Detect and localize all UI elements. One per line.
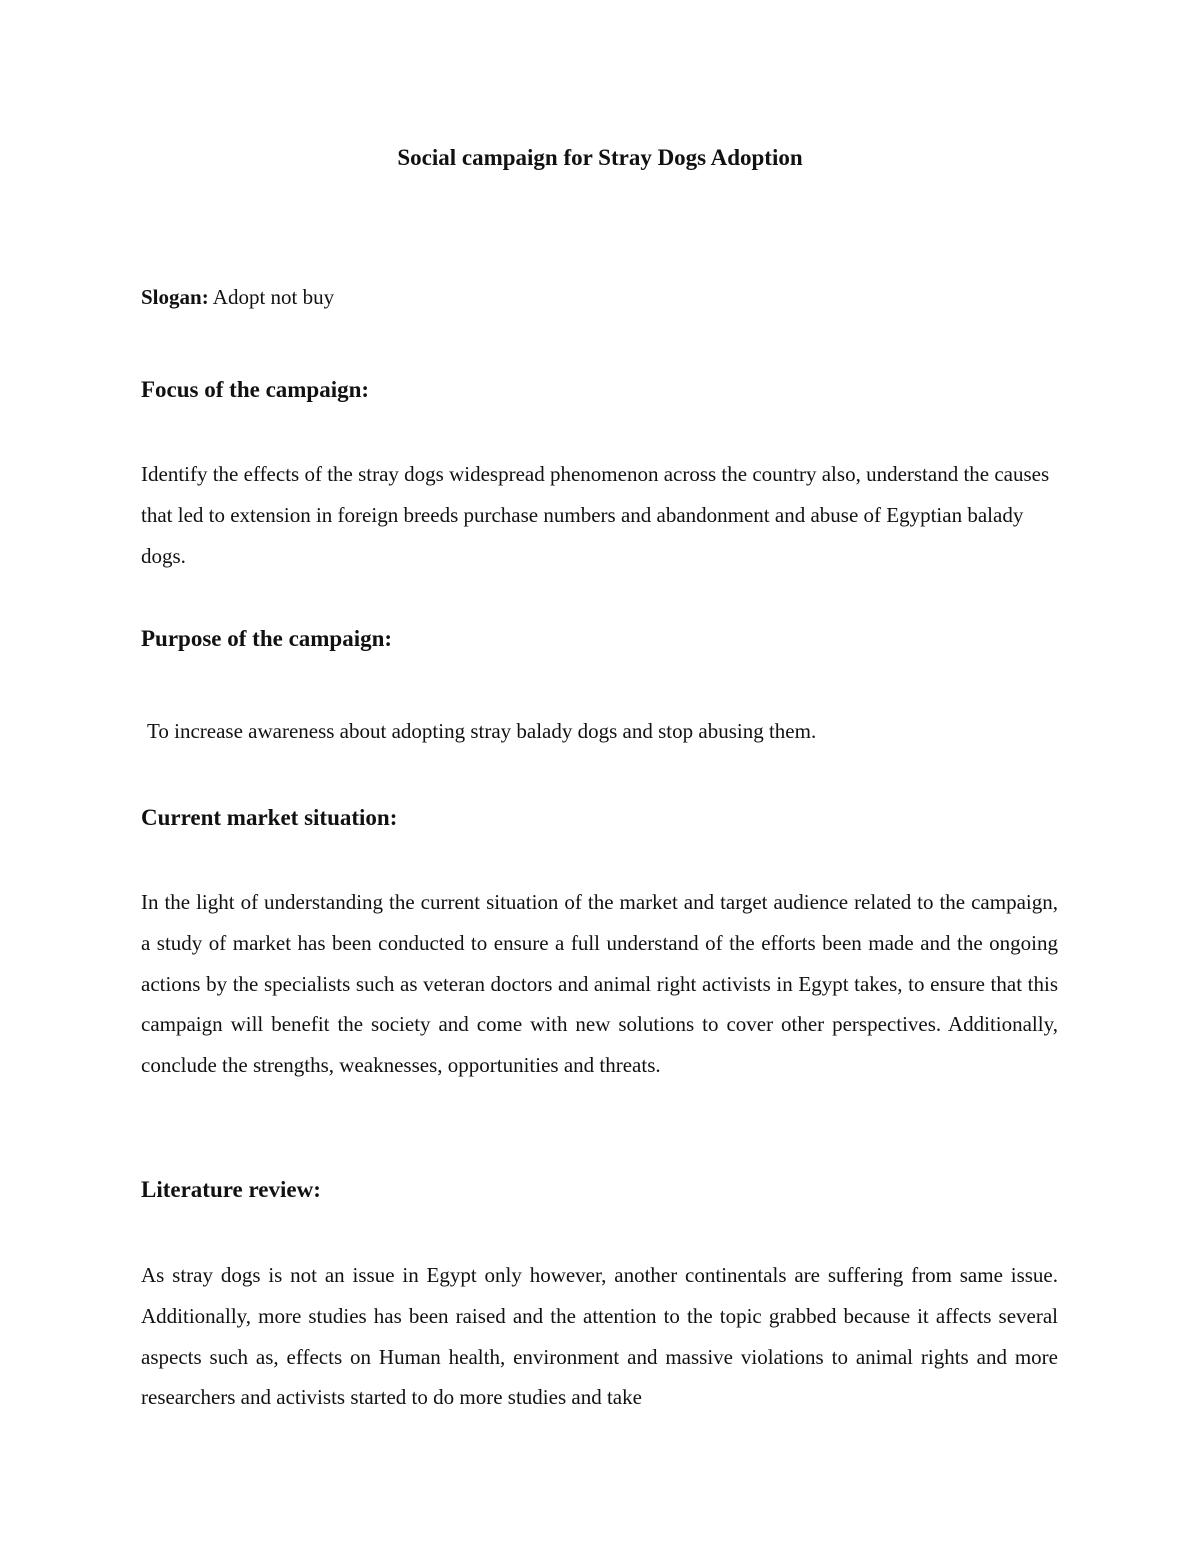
- focus-paragraph: Identify the effects of the stray dogs widespread phenomenon across the country also, understand the causes that led to extension in foreign breeds purchase numbers and abandonment and abuse of Egyptian balady dogs.: [141, 462, 1050, 568]
- purpose-paragraph: To increase awareness about adopting stray balady dogs and stop abusing them.: [147, 719, 817, 743]
- slogan-label: Slogan:: [141, 285, 209, 309]
- slogan-value: Adopt not buy: [212, 285, 335, 309]
- document-title: Social campaign for Stray Dogs Adoption: [397, 145, 803, 170]
- market-heading: Current market situation:: [141, 805, 398, 830]
- purpose-heading: Purpose of the campaign:: [141, 626, 393, 651]
- market-paragraph: In the light of understanding the current situation of the market and target audience related to the campaign, a study of market has been conducted to ensure a full understand of the efforts been made and the ongoing actions by the specialists such as veteran doctors and animal right activists in Egypt takes, to ensure that this campaign will benefit the society and come with new solutions to cover other perspectives. Additionally, conclude the strengths, weaknesses, opportunities and threats.: [141, 890, 1058, 1078]
- literature-heading: Literature review:: [141, 1177, 321, 1202]
- literature-paragraph: As stray dogs is not an issue in Egypt only however, another continentals are suffering from same issue. Additionally, more studies has been raised and the attention to the topic grabbed because it affects several aspects such as, effects on Human health, environment and massive violations to animal rights and more researchers and activists started to do more studies and take: [141, 1263, 1058, 1410]
- slogan-line: [141, 282, 334, 312]
- focus-heading: Focus of the campaign:: [141, 377, 370, 402]
